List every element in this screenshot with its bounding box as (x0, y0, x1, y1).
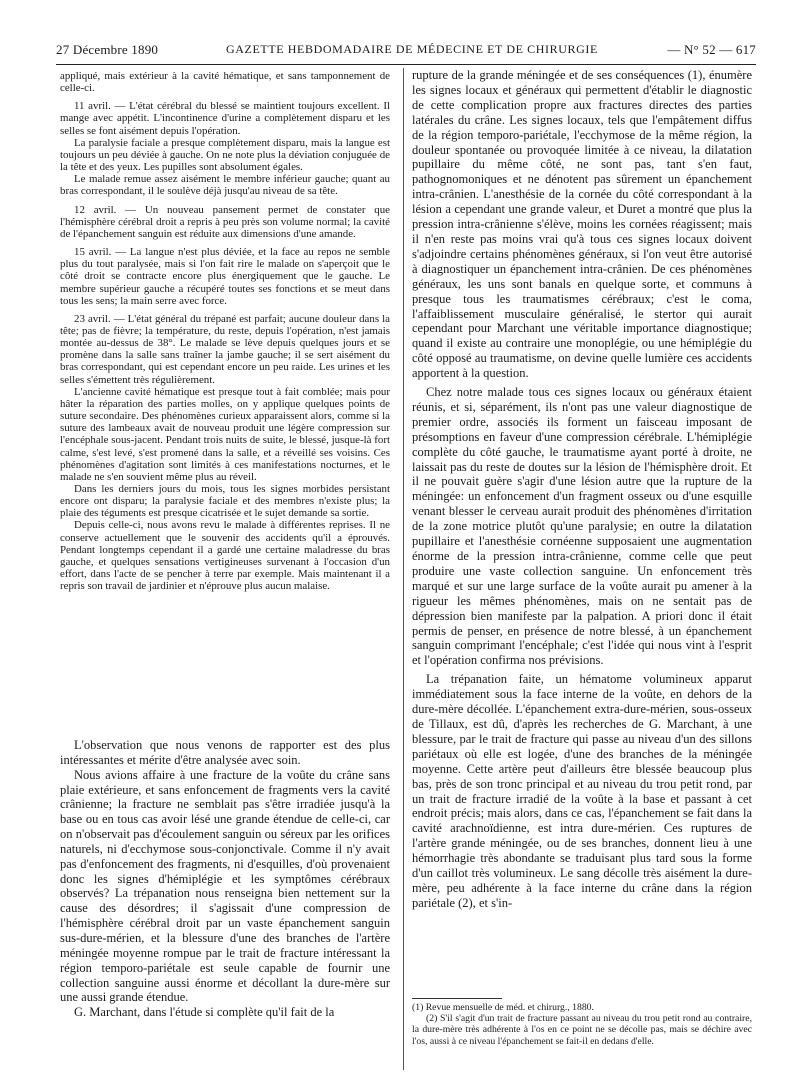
paragraph: Le malade remue assez aisément le membre inférieur gauche; quant au bras correspondant, il le soulève déjà jusqu'au niveau de sa tête. (60, 173, 390, 198)
paragraph: G. Marchant, dans l'étude si complète qu'il fait de la (74, 1005, 335, 1020)
right-column (412, 68, 752, 911)
paragraph: La trépanation faite, un hématome volumineux apparut immédiatement sous la face interne de la voûte, en dehors de la dure-mère décollée. L'épanchement extra-dure-mérien, sous-osseux de Tillaux, est dû, d'après les recherches de G. Marchant, à une blessure, par le trait de fracture qui passe au niveau d'un des sillons pariétaux où elle est logée, d'une des branches de la méningée moyenne. Cette artère peut d'ailleurs être blessée beaucoup plus bas, près de son tronc principal et au niveau du trou petit rond, par un trait de fracture irradié de la voûte à la base et passant à cet endroit précis; mais alors, dans ce cas, l'épanchement se fait dans la cavité arachnoïdienne, est intra dure-mérien. Ces ruptures de l'artère grande méningée, ou de ses branches, donnent lieu à une hémorrhagie très abondante se traduisant plus tard sous la forme d'un caillot très volumineux. Le sang décolle très aisément la dure-mère, peu adhérente à la face interne du crâne dans la région pariétale (2), et s'in- (412, 672, 752, 910)
running-header (56, 42, 756, 66)
paragraph: Dans les derniers jours du mois, tous les signes morbides persistant encore ont disparu; la paralysie faciale et des membres n'existe plus; la plaie des téguments est presque cicatrisée et le sujet demande sa sortie. (60, 483, 390, 520)
paragraph: Chez notre malade tous ces signes locaux ou généraux étaient réunis, et si, séparément, ils n'ont pas une valeur diagnostique de premier ordre, associés ils forment un faisceau imposant de présomptions en faveur d'une compression cérébrale. L'hémiplégie complète du côté gauche, le traumatisme ayant porté à droite, ne laissait pas du reste de doutes sur la lésion de l'hémisphère droit. Et il ne pouvait guère s'agir d'une lésion autre que la rupture de la méningée: un enfoncement d'un fragment osseux ou d'une esquille venant blesser le cerveau aurait produit des phénomènes d'irritation de la zone motrice plutôt qu'une paralysie; en outre la dilatation pupillaire et l'anesthésie cornéenne supposaient une augmentation énorme de la pression intra-crânienne, comme celle que peut produire une vaste collection sanguine. Un enfoncement très marqué et sur une large surface de la voûte aurait pu amener à la rigueur les mêmes phénomènes, mais on ne sentait pas de dépression bien manifeste par la palpation. A priori donc il était permis de penser, en présence de notre blessé, à un épanchement sanguin comprimant l'encéphale; c'est l'idée qui nous vint à l'esprit et l'opération confirma nos prévisions. (412, 385, 752, 668)
header-rule (56, 64, 756, 65)
journal-title: GAZETTE HEBDOMADAIRE DE MÉDECINE ET DE CHIRURGIE (226, 42, 598, 56)
paragraph: 23 avril. — L'état général du trépané est parfait; aucune douleur dans la tête; pas de fièvre; la température, du reste, depuis l'opération, n'est jamais montée au-dessus de 38°. Le malade se lève depuis quelques jours et se promène dans la salle sans traîner la jambe gauche; il se sert aisément du bras correspondant, qui est cependant encore un peu raide. Les urines et les selles s'émettent très régulièrement. (60, 312, 390, 386)
case-report-column (60, 70, 390, 592)
footnotes (412, 1002, 752, 1047)
header-date: 27 Décembre 1890 (56, 42, 159, 57)
paragraph: 11 avril. — L'état cérébral du blessé se maintient toujours excellent. Il mange avec appétit. L'incontinence d'urine a complètement disparu et les selles se font aisément depuis l'opération. (60, 100, 390, 137)
footnote-rule (412, 998, 502, 999)
paragraph: appliqué, mais extérieur à la cavité hématique, et sans tamponnement de celle-ci. (60, 70, 390, 95)
paragraph: 15 avril. — La langue n'est plus déviée, et la face au repos ne semble plus du tout paralysée, mais si l'on fait rire le malade on s'aperçoit que le côté droit se contracte encore plus énergiquement que le gauche. Le membre supérieur gauche a récupéré toutes ses fonctions et se meut dans tous les sens; la main serre avec force. (60, 246, 390, 307)
paragraph: L'ancienne cavité hématique est presque tout à fait comblée; mais pour hâter la réparation des parties molles, on y applique quelques points de suture secondaire. Des phénomènes curieux apparaissent alors, comme si la suture des lambeaux avait de nouveau produit une légère compression sur l'encéphale sous-jacent. Pendant trois nuits de suite, le blessé, jusque-là fort calme, s'est levé, s'est promené dans la salle, et a réveillé ses voisins. Ces phénomènes d'agitation sont limités à ces manifestations nocturnes, et le malade ne s'en souvient même plus au réveil. (60, 385, 390, 483)
page-number: — N° 52 — 617 (667, 42, 756, 57)
column-divider (403, 68, 404, 1070)
paragraph: Depuis celle-ci, nous avons revu le malade à différentes reprises. Il ne conserve actuellement que le souvenir des accidents qu'il a éprouvés. Pendant longtemps cependant il a gardé une certaine maladresse du bras gauche, et quelques sensations vertigineuses survenant à l'occasion d'un effort, dans l'acte de se pencher à terre par exemple. Mais maintenant il a repris son travail de jardinier et n'éprouve plus aucun malaise. (60, 519, 390, 593)
paragraph: L'observation que nous venons de rapporter est des plus intéressantes et mérite d'être analysée avec soin. (60, 738, 390, 767)
footnote: (1) Revue mensuelle de méd. et chirurg., 1880. (412, 1002, 594, 1013)
paragraph: rupture de la grande méningée et de ses conséquences (1), énumère les signes locaux et généraux qui permettent d'établir le diagnostic de cette complication propre aux fractures directes des parties latérales du crâne. Les signes locaux, tels que l'empâtement diffus de la région temporo-pariétale, l'ecchymose de la même région, la douleur spontanée ou provoquée limitée à ce niveau, la dilatation pupillaire du même côté, ne sont pas, tant s'en faut, pathognomoniques et ne dénotent pas sûrement un épanchement intra-crânien. L'anesthésie de la cornée du côté correspondant à la lésion a cependant une grande valeur, et Duret a montré que plus la pression intra-crânienne s'élève, moins les cornées réagissent; mais il n'en reste pas moins vrai qu'à tous ces signes locaux doivent s'adjoindre certains phénomènes généraux, si l'on veut être autorisé à diagnostiquer un épanchement intra-crânien. De ces phénomènes généraux, les uns sont banals en quelque sorte, et communs à presque tous les traumatismes cérébraux; c'est le coma, l'affaiblissement musculaire généralisé, le stertor qui aurait cependant pour Marchant une véritable importance diagnostique; quand il existe au contraire une monoplégie, ou une hémiplégie du côté opposé au traumatisme, on devine quelle lumière ces accidents apportent à la question. (412, 68, 752, 381)
paragraph: La paralysie faciale a presque complètement disparu, mais la langue est toujours un peu déviée à gauche. On ne note plus la déviation conjuguée de la tête et des yeux. Les pupilles sont absolument égales. (60, 136, 390, 174)
paragraph: Nous avions affaire à une fracture de la voûte du crâne sans plaie extérieure, et sans enfoncement de fragments vers la cavité crânienne; la fracture ne semblait pas s'être irradiée jusqu'à la base ou en tous cas avoir lésé une grande étendue de celle-ci, car on n'observait pas d'écoulement sanguin ou séreux par les orifices naturels, ni d'ecchymose sous-conjonctivale. Comme il n'y avait pas d'enfoncement des fragments, ni d'esquilles, d'où provenaient donc les signes d'hémiplégie et les symptômes cérébraux observés? La trépanation nous renseigna bien nettement sur la cause des désordres; il s'agissait d'une compression de l'hémisphère cérébral droit par un vaste épanchement sanguin sus-dure-mérien, et la blessure d'une des branches de l'artère méningée moyenne rompue par le trait de fracture intéressant la région temporo-pariétale est seule capable de fournir une collection sanguine aussi énorme et décollant la dure-mère sur une aussi grande étendue. (60, 767, 390, 1005)
paragraph: 12 avril. — Un nouveau pansement permet de constater que l'hémisphère cérébral droit a repris à peu près son volume normal; la cavité de l'épanchement sanguin est réduite aux dimensions d'une amande. (60, 203, 390, 240)
discussion-column (60, 738, 390, 1020)
footnote: (2) S'il s'agit d'un trait de fracture passant au niveau du trou petit rond au contraire, la dure-mère très adhérente à l'os en ce point ne se décolle pas, mais se déchire avec l'os, aussi à ce niveau l'épanchement se fait-il en dedans d'elle. (412, 1013, 752, 1047)
